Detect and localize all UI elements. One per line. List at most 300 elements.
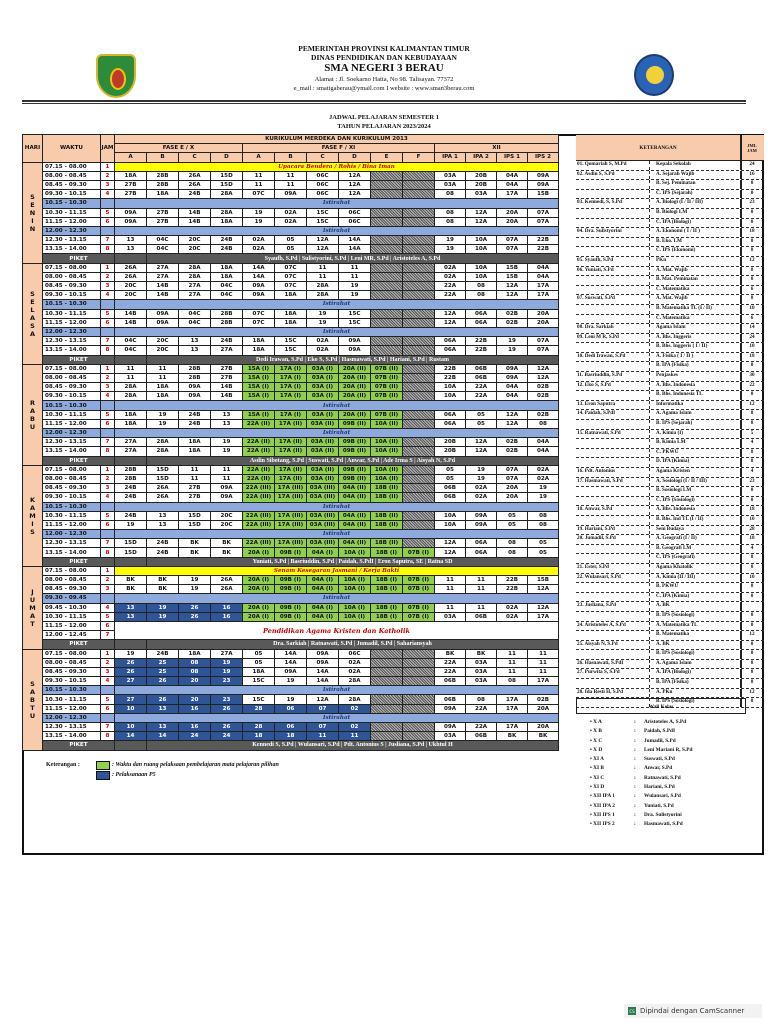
class-cell: 05 [435,474,466,483]
teacher-row [576,199,764,209]
class-cell: 17A [497,704,528,713]
class-cell: 02A [339,667,371,676]
class-cell [403,419,435,428]
subject: PKn [650,257,742,266]
class-cell: 07A [528,346,559,355]
hours: 0 [750,189,754,196]
class-cell: BK [211,539,243,548]
schedule-row [23,686,559,695]
class-cell [371,318,403,327]
class-cell: 28A [147,447,179,456]
class-cell [403,732,435,741]
break-banner: Istirahat [115,226,559,235]
time-slot: 08.00 - 08.45 [43,658,101,667]
class-cell: 15B [528,576,559,585]
class-cell: 06C [307,190,339,199]
class-cell: 08 [497,548,528,557]
class-cell: 03A (III) [307,511,339,520]
homeroom-teacher: Hasmawati, S.Pd [644,821,683,828]
teacher-name [576,238,650,247]
schedule-row [23,337,559,346]
class-cell: 04C [211,282,243,291]
class-cell: 08 [497,539,528,548]
class-cell: 27A [211,346,243,355]
schedule-row [23,236,559,245]
subject: B. Bhs. Inggeris ( I / II) [650,343,742,352]
teacher-name [576,583,650,592]
colon: : [634,746,636,753]
subject: C. PKWU [650,449,742,458]
class-cell: 11 [147,364,179,373]
time-slot: 12.00 - 12.30 [43,327,101,336]
keterangan-panel [576,135,764,708]
class-cell: 18B (II) [371,484,403,493]
teacher-row [576,420,764,430]
jam-empty [101,502,115,511]
hours: 0 [750,391,754,398]
break-banner: Istirahat [115,300,559,309]
teacher-name: 13. Eron Saputra [576,401,650,410]
teacher-name: 20. Jumadil, S.Pd [576,535,650,544]
class-cell [371,190,403,199]
class-cell: 11 [339,732,371,741]
jam-number: 7 [101,539,115,548]
class-name: • XI D [590,784,605,791]
legend [46,760,279,780]
teacher-row [576,583,764,593]
class-cell: 09A [307,649,339,658]
class-cell: 06 [275,723,307,732]
class-cell: 19 [211,438,243,447]
class-cell: 10A [466,272,497,281]
schedule-row [23,309,559,318]
jam-number: 7 [101,631,115,640]
jam-number: 6 [101,520,115,529]
class-cell: 09A [179,383,211,392]
class-cell: 19 [339,282,371,291]
class-cell: 09A [435,723,466,732]
time-slot: 13.15 - 14.00 [43,447,101,456]
jam-number: 5 [101,309,115,318]
class-cell: 19 [307,309,339,318]
wali-kelas-row [576,727,746,736]
class-cell: 26 [211,723,243,732]
wali-kelas-row [576,774,746,783]
class-cell [371,337,403,346]
teacher-row [576,180,764,190]
class-cell: 05 [466,410,497,419]
subject: A. Biologi (I / II / III) [650,199,742,208]
class-cell: 02A [466,493,497,502]
class-cell: 07A [497,236,528,245]
class-cell: 07C [243,309,275,318]
jam-empty [101,713,115,722]
class-cell: 19 [466,465,497,474]
class-cell: 15B [528,190,559,199]
class-cell [403,373,435,382]
teacher-name: 09. Leni M R, S.Pd [576,334,650,343]
wali-kelas-title: Wali Kelas [576,698,746,714]
class-cell: BK [115,585,147,594]
class-cell [371,245,403,254]
time-slot: 10.15 - 10.30 [43,199,101,208]
jam-number: 7 [101,723,115,732]
piket-row [23,557,559,566]
class-cell: 10A [435,511,466,520]
class-cell: 15C [339,309,371,318]
class-cell: 19 [211,658,243,667]
teacher-name: 24. Aristoteles A, S.Pd [576,622,650,631]
class-cell: 18A [275,318,307,327]
class-cell: 19 [339,291,371,300]
class-cell: 02A [528,474,559,483]
class-cell: 11 [466,603,497,612]
class-cell: 10A (I) [339,612,371,621]
class-cell: 22A [466,383,497,392]
teacher-name: 06. Yuniati, S.Pd [576,267,650,276]
time-slot: 11.15 - 12.00 [43,419,101,428]
class-cell: 10A (I) [339,576,371,585]
schedule-row [23,180,559,189]
teacher-name: 02. Asdin S, S.Pd [576,171,650,180]
time-slot: 08.45 - 09.30 [43,667,101,676]
class-cell: 11 [435,585,466,594]
class-cell: 07A [497,474,528,483]
class-cell: 20A [528,318,559,327]
time-slot: 13.15 - 14.00 [43,548,101,557]
class-cell: 02 [339,723,371,732]
piket-teachers: Dra. Sarkiah | Ratnawati, S.Pd | Jumadil, S.Pd | Sahariansyah [147,640,559,649]
break-banner: Istirahat [115,530,559,539]
teacher-row [576,574,764,584]
class-cell: 20A [497,217,528,226]
time-slot: 10.30 - 11.15 [43,410,101,419]
class-cell [403,272,435,281]
divider [22,103,746,104]
class-cell: 22A [435,282,466,291]
class-cell: 20A (II) [339,364,371,373]
class-cell: 09B (II) [339,438,371,447]
class-cell: 17A (II) [275,447,307,456]
hours: 0 [750,563,754,570]
class-cell: 20A (I) [243,612,275,621]
class-cell: 22A (III) [243,520,275,529]
title: JADWAL PELAJARAN SEMESTER 1 [329,114,439,121]
class-cell: 07 [307,723,339,732]
time-slot: 12.30 - 13.15 [43,438,101,447]
teacher-name [576,545,650,554]
class-cell: 24B [115,484,147,493]
colon: : [634,756,636,763]
hours: 18 [749,352,755,359]
jam-number: 4 [101,677,115,686]
class-cell: 26 [179,603,211,612]
class-cell: 24B [115,511,147,520]
class-cell [403,245,435,254]
teacher-name: 11. Basriuddin, S.Pd [576,372,650,381]
class-cell: 02A [307,337,339,346]
time-slot: 08.00 - 08.45 [43,373,101,382]
class-cell: 03A (II) [307,419,339,428]
class-cell: 02B [497,309,528,318]
teacher-row [576,593,764,603]
class-cell: 27B [115,180,147,189]
time-slot: 08.45 - 09.30 [43,484,101,493]
time-slot: 10.30 - 11.15 [43,695,101,704]
class-cell [403,410,435,419]
school-name: SMA NEGERI 3 BERAU [324,62,444,74]
class-cell: 16 [211,603,243,612]
subject: B. IPA (Fisika) [650,362,742,371]
class-cell: 10A (II) [371,419,403,428]
teacher-row [576,506,764,516]
hours: 6 [750,314,754,321]
class-cell: 15A (I) [243,410,275,419]
class-cell: 12A [497,410,528,419]
class-cell: 07B (I) [403,576,435,585]
time-slot: 09.30 - 10.15 [43,190,101,199]
class-cell: 18A [275,291,307,300]
teacher-name [576,391,650,400]
religion-banner: Pendidikan Agama Kristen dan Katholik [115,621,559,639]
subject: B. PKWU [650,583,742,592]
class-cell: 02A [435,263,466,272]
schedule-row [23,438,559,447]
teacher-row [576,516,764,526]
class-cell: 23 [211,695,243,704]
class-cell: 11 [275,180,307,189]
class-cell: 11 [179,465,211,474]
piket-teachers: Dedi Irawan, S.Pd | Eko S, S.Pd | Hasmawati, S.Pd | Hariani, S.Pd | Rustam [147,355,559,364]
class-cell [403,658,435,667]
time-slot: 09.30 - 10.15 [43,677,101,686]
jam-number: 6 [101,621,115,630]
teacher-row [576,487,764,497]
hours: 0 [750,592,754,599]
subject: A. Bhs. Indonesia [650,506,742,515]
class-cell: 17A [528,282,559,291]
class-cell: 28A [115,392,147,401]
class-cell: 28A [307,291,339,300]
class-cell: 04A (II) [339,493,371,502]
subject: C. IPA (Kimia) [650,593,742,602]
class-cell: 03A [435,732,466,741]
class-cell: 27A [179,291,211,300]
class-cell: 19 [275,677,307,686]
class-cell: 26A [147,493,179,502]
jam-number: 7 [101,337,115,346]
class-cell: 07A [528,337,559,346]
class-cell: 18B (I) [371,603,403,612]
class-cell: 22B [528,236,559,245]
class-cell: 14B [115,309,147,318]
hours: 8 [750,295,754,302]
class-cell: 20A (II) [339,373,371,382]
class-cell: 07 [307,704,339,713]
class-cell: 22B [466,346,497,355]
teacher-name: 17. Hasmawati, S.Pd [576,478,650,487]
class-cell: 18A [179,649,211,658]
class-cell: 06B [435,493,466,502]
jam-number: 4 [101,493,115,502]
wali-kelas-panel [576,698,746,830]
teacher-name [576,497,650,506]
subject: B. IPS (Sosiologi) [650,650,742,659]
class-cell [371,677,403,686]
teacher-name [576,516,650,525]
teacher-name [576,219,650,228]
time-slot: 09.30 - 10.15 [43,392,101,401]
class-cell: 12A [497,419,528,428]
teacher-name: 15. Ratnawati, S.Pd [576,430,650,439]
class-cell: 04A [497,383,528,392]
class-cell [371,291,403,300]
hours: 10 [749,515,755,522]
class-cell: 10A [435,383,466,392]
teacher-row [576,554,764,564]
class-cell: 20 [179,695,211,704]
class-cell: 19 [497,346,528,355]
time-slot: 07.15 - 08.00 [43,162,101,171]
class-cell: 03A [435,612,466,621]
teacher-row [576,535,764,545]
teacher-name [576,276,650,285]
subject: B. Sej. Peminatan [650,180,742,189]
class-cell: 09B (I) [275,612,307,621]
teacher-row [576,257,764,267]
class-cell: 04C [179,309,211,318]
hours: 0 [750,218,754,225]
hours: 4 [750,544,754,551]
schedule-row [23,713,559,722]
class-cell: 18B (I) [371,612,403,621]
class-cell: 20C [147,337,179,346]
class-cell: 18A [243,667,275,676]
teacher-row [576,545,764,555]
class-cell: 26A [211,585,243,594]
class-cell [403,695,435,704]
class-cell: 13 [147,511,179,520]
teacher-name: 21. Ester, S.Pd [576,564,650,573]
schedule-row [23,300,559,309]
class-cell: 20A (I) [243,548,275,557]
class-cell: 12A [435,318,466,327]
class-cell: 09A [275,190,307,199]
class-cell: 22B [435,373,466,382]
class-cell: 19 [275,695,307,704]
day-label-sabtu: S A B T U [23,649,43,750]
class-cell: 14A [275,658,307,667]
class-cell: 17A (III) [275,493,307,502]
class-cell: 02A [497,603,528,612]
class-cell: 16 [211,612,243,621]
time-slot: 10.15 - 10.30 [43,401,101,410]
class-column-header: A [115,153,147,162]
class-cell: 22A [466,704,497,713]
class-cell: 18A [115,419,147,428]
gov-line: PEMERINTAH PROVINSI KALIMANTAN TIMUR [298,44,470,53]
class-cell: 07C [243,190,275,199]
jam-number: 8 [101,732,115,741]
jam-number: 7 [101,236,115,245]
class-cell: 03A (II) [307,474,339,483]
class-cell: 20A (II) [339,383,371,392]
class-cell: 13 [179,337,211,346]
hours: 8 [750,458,754,465]
class-cell: 26A [179,171,211,180]
class-cell: 03A (II) [307,438,339,447]
class-cell: 27B [211,373,243,382]
class-cell: 11 [307,263,339,272]
piket-teachers: Yuniati, S.Pd | Basriuddin, S.Pd | Paidah, S.PdI | Eron Saputra, SE | Ratna SD [147,557,559,566]
class-column-header: IPA 2 [466,153,497,162]
jam-number: 4 [101,603,115,612]
day-label-rabu: R A B U [23,364,43,465]
colon: : [634,793,636,800]
hours: 0 [750,362,754,369]
homeroom-teacher: Anwar, S.Pd [644,765,673,772]
subject: A. Agama Islam [650,410,742,419]
class-cell: 08 [528,419,559,428]
hours: 8 [750,420,754,427]
subject: Agama Islam [650,324,742,333]
class-cell: 10A (I) [339,548,371,557]
class-cell: 18A [179,447,211,456]
hours [742,602,762,611]
class-cell: 12A [528,603,559,612]
jam-number: 6 [101,217,115,226]
class-cell: BK [179,548,211,557]
homeroom-teacher: Dra. Sulistyorini [644,811,682,818]
wali-kelas-row [576,792,746,801]
document-title [0,113,768,131]
class-cell: 18A [211,272,243,281]
teacher-row [576,353,764,363]
class-cell: 14B [115,318,147,327]
class-cell: 20A (II) [339,392,371,401]
jam-empty [101,594,115,603]
schedule-row [23,493,559,502]
class-cell: 08 [497,677,528,686]
class-cell: 03A (III) [307,520,339,529]
jam-number: 1 [101,263,115,272]
subject: B. Matematika TL (I / II) [650,305,742,314]
class-cell: 11 [179,474,211,483]
class-cell [403,236,435,245]
class-cell: 12A [466,447,497,456]
schedule-row [23,364,559,373]
subject: Agama Khatolik [650,564,742,573]
break-banner: Istirahat [115,429,559,438]
class-cell: 09A [339,346,371,355]
hours: 22 [749,381,755,388]
class-cell: 27A [147,263,179,272]
class-cell: 28B [211,318,243,327]
hours: 8 [750,247,754,254]
class-cell: 12A [466,438,497,447]
teacher-name: 22. Wulansari, S.Pd [576,574,650,583]
class-cell: 09B (I) [275,576,307,585]
jam-number: 6 [101,704,115,713]
class-cell [403,677,435,686]
time-slot: 10.15 - 10.30 [43,300,101,309]
class-cell: 04C [147,236,179,245]
class-cell: 10A (II) [371,438,403,447]
legend-p5: : Pelaksanaan P5 [112,772,156,778]
subject: B. Biologi LM [650,209,742,218]
teacher-row [576,478,764,488]
class-cell: 04A (II) [339,539,371,548]
